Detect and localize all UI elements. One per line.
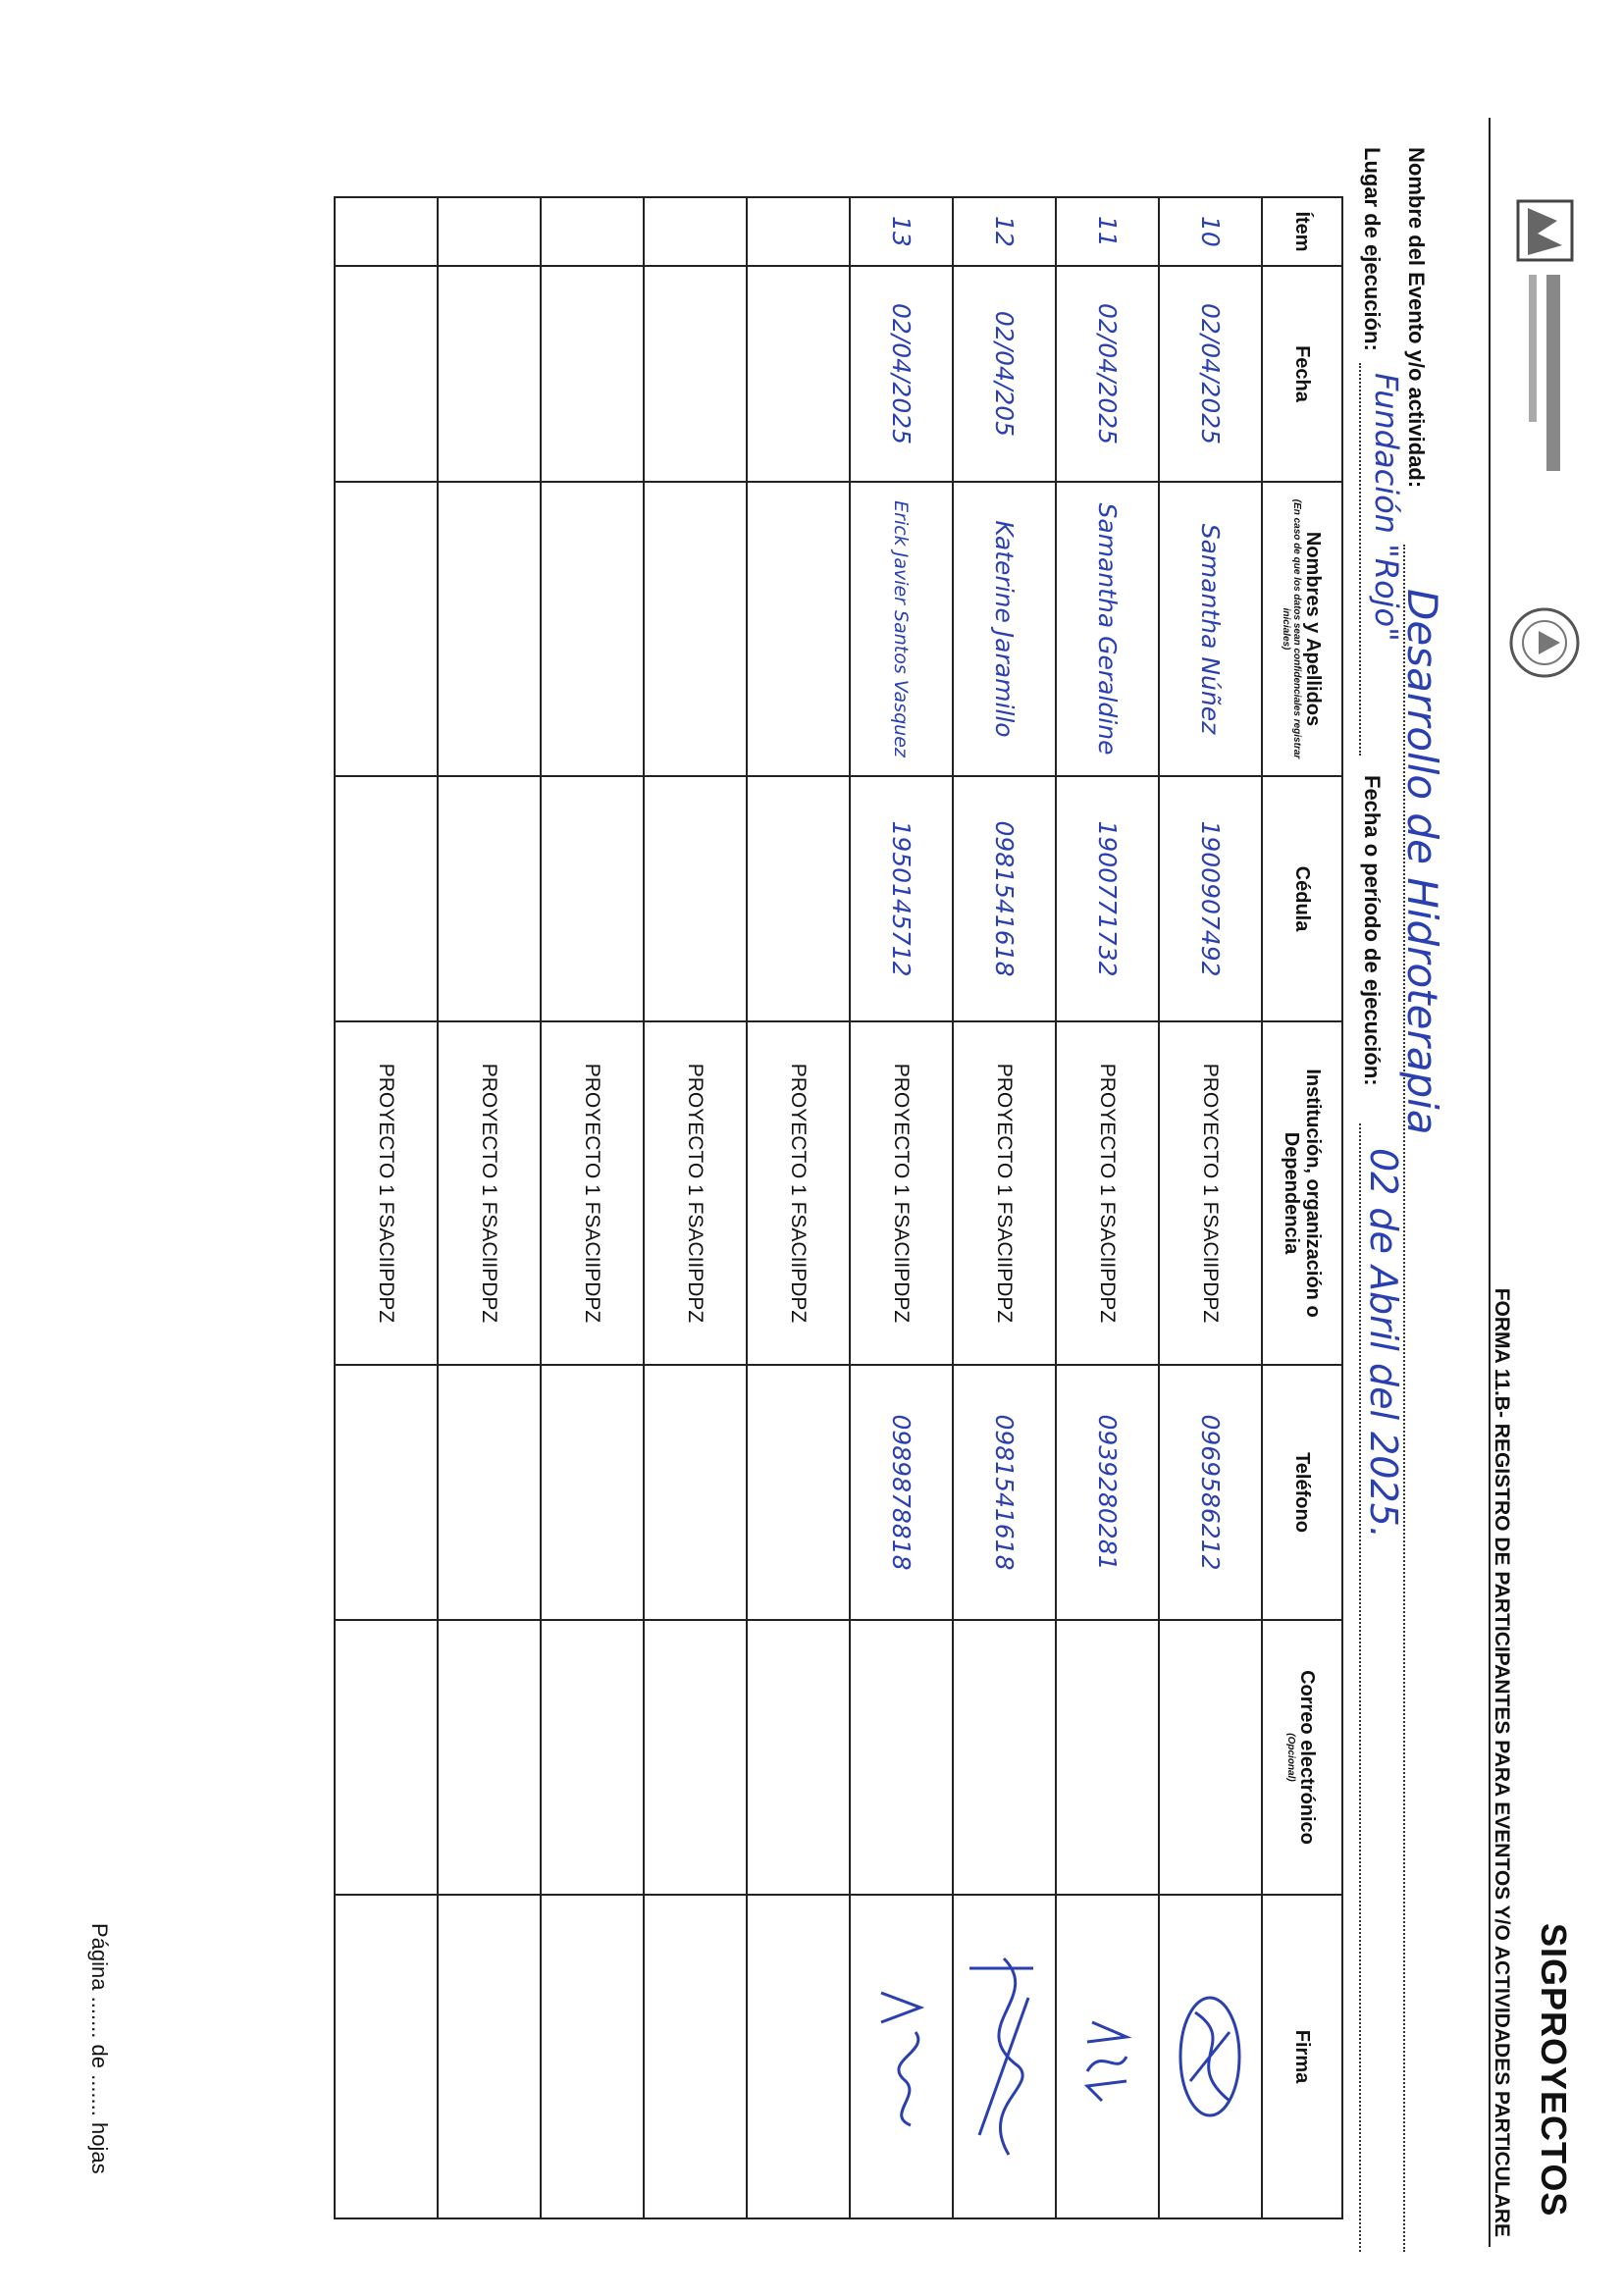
cell-correo xyxy=(1159,1620,1262,1895)
cell-fecha: 02/04/2025 xyxy=(850,266,953,482)
cell-firma xyxy=(1056,1895,1159,2218)
cell-firma xyxy=(850,1895,953,2218)
col-nombres: Nombres y Apellidos (En caso de que los datos sean confidenciales registrar iniciales) xyxy=(1262,482,1342,776)
cell-item: 11 xyxy=(1056,197,1159,266)
location-label: Lugar de ejecución: xyxy=(1360,147,1385,351)
col-nombres-note: (En caso de que los datos sean confidenciales registrar iniciales) xyxy=(1281,498,1302,759)
table-row xyxy=(644,197,747,2218)
cell-nombre: Erick Javier Santos Vasquez xyxy=(850,482,953,776)
cell-firma xyxy=(644,1895,747,2218)
cell-item: 13 xyxy=(850,197,953,266)
cell-telefono: 0939280281 xyxy=(1056,1365,1159,1620)
cell-fecha: 02/04/205 xyxy=(953,266,1056,482)
table-row xyxy=(747,197,850,2218)
cell-institucion: PROYECTO 1 FSACIIPDPZ xyxy=(1056,1021,1159,1365)
cell-item xyxy=(541,197,644,266)
cell-nombre xyxy=(438,482,541,776)
cell-firma xyxy=(335,1895,438,2218)
cell-cedula xyxy=(541,776,644,1021)
cell-telefono xyxy=(438,1365,541,1620)
cell-item: 12 xyxy=(953,197,1056,266)
cell-nombre: Katerine Jaramillo xyxy=(953,482,1056,776)
cell-correo xyxy=(1056,1620,1159,1895)
cell-telefono xyxy=(335,1365,438,1620)
cell-cedula: 0981541618 xyxy=(953,776,1056,1021)
col-cedula: Cédula xyxy=(1262,776,1342,1021)
event-label: Nombre del Evento y/o actividad: xyxy=(1404,147,1429,489)
col-correo-note: (Opcional) xyxy=(1285,1733,1297,1782)
cell-institucion: PROYECTO 1 FSACIIPDPZ xyxy=(1159,1021,1262,1365)
table-row xyxy=(335,197,438,2218)
cell-institucion: PROYECTO 1 FSACIIPDPZ xyxy=(335,1021,438,1365)
cell-correo xyxy=(850,1620,953,1895)
cell-institucion: PROYECTO 1 FSACIIPDPZ xyxy=(644,1021,747,1365)
cell-institucion: PROYECTO 1 FSACIIPDPZ xyxy=(850,1021,953,1365)
cell-telefono: 0981541618 xyxy=(953,1365,1056,1620)
cell-correo xyxy=(335,1620,438,1895)
cell-cedula: 1900907492 xyxy=(1159,776,1262,1021)
cell-fecha xyxy=(335,266,438,482)
cell-firma xyxy=(541,1895,644,2218)
col-item: Ítem xyxy=(1262,197,1342,266)
table-row xyxy=(850,197,953,2218)
header-divider xyxy=(1489,118,1491,2247)
university-seal-icon xyxy=(1505,603,1584,682)
system-title: SIGPROYECTOS xyxy=(1534,1923,1574,2218)
event-value: Desarrollo de Hidroterapia xyxy=(1398,589,1446,1135)
table-header-row xyxy=(1262,197,1342,2218)
cell-institucion: PROYECTO 1 FSACIIPDPZ xyxy=(438,1021,541,1365)
table-row xyxy=(1056,197,1159,2218)
cell-cedula: 1900771732 xyxy=(1056,776,1159,1021)
col-correo: Correo electrónico (Opcional) xyxy=(1262,1620,1342,1895)
cell-cedula xyxy=(747,776,850,1021)
cell-firma xyxy=(953,1895,1056,2218)
col-fecha: Fecha xyxy=(1262,266,1342,482)
date-value: 02 de Abril del 2025. xyxy=(1362,1148,1405,1539)
institution-logo xyxy=(1503,196,1582,491)
table-row xyxy=(438,197,541,2218)
cell-telefono xyxy=(747,1365,850,1620)
participants-table xyxy=(334,196,1343,2219)
table-row xyxy=(1159,197,1262,2218)
signature-mark xyxy=(863,1978,941,2135)
cell-item: 10 xyxy=(1159,197,1262,266)
cell-nombre xyxy=(335,482,438,776)
cell-nombre: Samantha Geraldine xyxy=(1056,482,1159,776)
signature-mark xyxy=(961,1939,1049,2174)
cell-fecha xyxy=(644,266,747,482)
cell-telefono xyxy=(541,1365,644,1620)
cell-fecha xyxy=(541,266,644,482)
cell-telefono: 0989878818 xyxy=(850,1365,953,1620)
location-value: Fundación "Rojo" xyxy=(1368,373,1405,642)
location-dotted-line xyxy=(1359,363,1361,756)
cell-firma xyxy=(1159,1895,1262,2218)
cell-institucion: PROYECTO 1 FSACIIPDPZ xyxy=(953,1021,1056,1365)
cell-correo xyxy=(747,1620,850,1895)
cell-institucion: PROYECTO 1 FSACIIPDPZ xyxy=(541,1021,644,1365)
cell-correo xyxy=(953,1620,1056,1895)
cell-correo xyxy=(541,1620,644,1895)
cell-nombre xyxy=(644,482,747,776)
cell-fecha xyxy=(747,266,850,482)
cell-cedula: 1950145712 xyxy=(850,776,953,1021)
cell-fecha: 02/04/2025 xyxy=(1056,266,1159,482)
cell-firma xyxy=(438,1895,541,2218)
cell-telefono xyxy=(644,1365,747,1620)
cell-telefono: 0969586212 xyxy=(1159,1365,1262,1620)
page-count: Página ....... de ....... hojas xyxy=(87,1923,112,2174)
form-title: FORMA 11.B- REGISTRO DE PARTICIPANTES PARA EVENTOS Y/O ACTIVIDADES PARTICULARE xyxy=(1491,1287,1513,2237)
cell-correo xyxy=(438,1620,541,1895)
cell-item xyxy=(644,197,747,266)
table-row xyxy=(541,197,644,2218)
cell-cedula xyxy=(644,776,747,1021)
cell-nombre xyxy=(541,482,644,776)
cell-nombre xyxy=(747,482,850,776)
cell-fecha xyxy=(438,266,541,482)
table-row xyxy=(953,197,1056,2218)
cell-item xyxy=(438,197,541,266)
cell-institucion: PROYECTO 1 FSACIIPDPZ xyxy=(747,1021,850,1365)
cell-cedula xyxy=(335,776,438,1021)
cell-item xyxy=(747,197,850,266)
cell-fecha: 02/04/2025 xyxy=(1159,266,1262,482)
cell-cedula xyxy=(438,776,541,1021)
cell-item xyxy=(335,197,438,266)
cell-correo xyxy=(644,1620,747,1895)
cell-firma xyxy=(747,1895,850,2218)
date-dotted-line xyxy=(1359,1123,1361,2252)
col-telefono: Teléfono xyxy=(1262,1365,1342,1620)
signature-mark xyxy=(1073,2003,1142,2111)
col-firma: Firma xyxy=(1262,1895,1342,2218)
date-label: Fecha o período de ejecución: xyxy=(1360,775,1385,1086)
signature-mark xyxy=(1172,1983,1250,2130)
col-institucion: Institución, organización o Dependencia xyxy=(1262,1021,1342,1365)
cell-nombre: Samantha Núñez xyxy=(1159,482,1262,776)
